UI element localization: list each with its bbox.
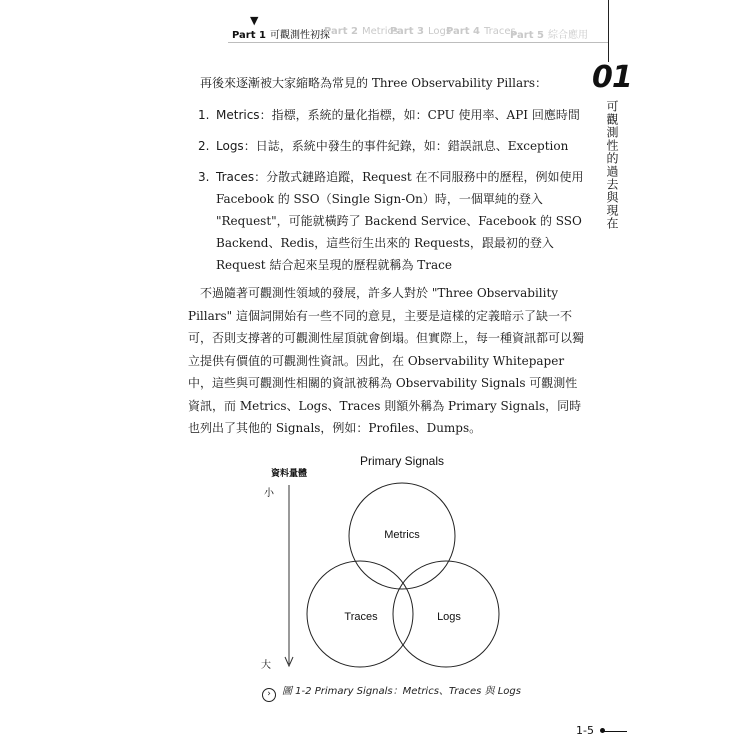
list-text: ：日誌，系統中發生的事件紀錄，如：錯誤訊息、Exception [243,139,569,153]
part-title: 綜合應用 [547,30,588,41]
list-number: 1. [198,108,210,122]
caption-chevron-icon: › [262,688,276,702]
part-title: Traces [483,26,516,37]
part-number: Part 1 [232,30,266,41]
caption-text: 圖 1-2 Primary Signals：Metrics、Traces 與 Logs [282,686,521,697]
header-part-4 [446,26,516,37]
axis-arrow-icon [285,657,293,666]
chapter-title: 可觀測性的過去與現在 [605,100,619,230]
list-text: ：分散式鏈路追蹤，Request 在不同服務中的歷程，例如使用 Facebook 的 SSO（Single Sign-On）時，一個單純的登入 "Request"，可能就橫跨了 Backend Service、Facebook 的 SSO Backend、Redis，這些衍生出來的 Requests，跟最初的登入 Request 結合起來呈現的歷程就稱為 Trace [216,170,584,272]
list-text: ：指標，系統的量化指標，如：CPU 使用率、API 回應時間 [259,108,580,122]
circle-label-metrics: Metrics [384,529,420,541]
header-part-2 [324,26,398,37]
part-title: Logs [427,26,452,37]
circle-label-logs: Logs [437,611,461,623]
list-key: Metrics [216,108,260,122]
list-number: 3. [198,170,210,184]
intro-text: 再後來逐漸被大家縮略為常見的 Three Observability Pillars： [200,76,547,90]
page-rule [601,731,627,732]
part-title: Metrics [361,26,399,37]
header-part-3 [390,26,451,37]
list-key: Logs [216,139,244,153]
figure-title: Primary Signals [359,454,445,468]
header-divider [228,42,608,43]
list-item [198,135,588,157]
part-number: Part 5 [510,30,544,41]
header-part-1 [232,26,330,41]
part-number: Part 4 [446,26,480,37]
part-number: Part 3 [390,26,424,37]
circle-label-traces: Traces [344,611,378,623]
page-number: 1-5 [576,724,594,737]
list-item [198,104,588,126]
axis-top-label: 小 [264,488,274,499]
list-number: 2. [198,139,210,153]
body-paragraph: 不過隨著可觀測性領域的發展，許多人對於 "Three Observability Pillars" 這個詞開始有一些不同的意見，主要是這樣的定義暗示了缺一不可，否則支撐著的可觀測性屋頂就會倒塌。但實際上，每一種資訊都可以獨立提供有價值的可觀測性資訊。因此，在 Observability Whitepaper 中，這些與可觀測性相關的資訊被稱為 Observability Signals 可觀測性資訊，而 Metrics、Logs、Traces 則額外稱為 Primary Signals，同時也列出了其他的 Signals，例如：Profiles、Dumps。 [188,286,585,435]
venn-circle-traces [307,561,413,667]
axis-label: 資料量體 [270,469,308,479]
pillars-list [198,104,588,285]
venn-circle-logs [393,561,499,667]
chapter-rule [608,0,609,62]
part-number: Part 2 [324,26,358,37]
list-key: Traces [216,170,255,184]
axis-bottom-label: 大 [261,660,271,671]
header-part-5 [510,26,588,41]
chapter-number: 01 [592,60,632,95]
current-part-marker-icon: ▼ [250,14,259,27]
figure-caption [262,682,521,702]
part-title: 可觀測性初探 [269,30,330,41]
venn-circle-metrics [349,483,455,589]
list-item [198,166,588,276]
